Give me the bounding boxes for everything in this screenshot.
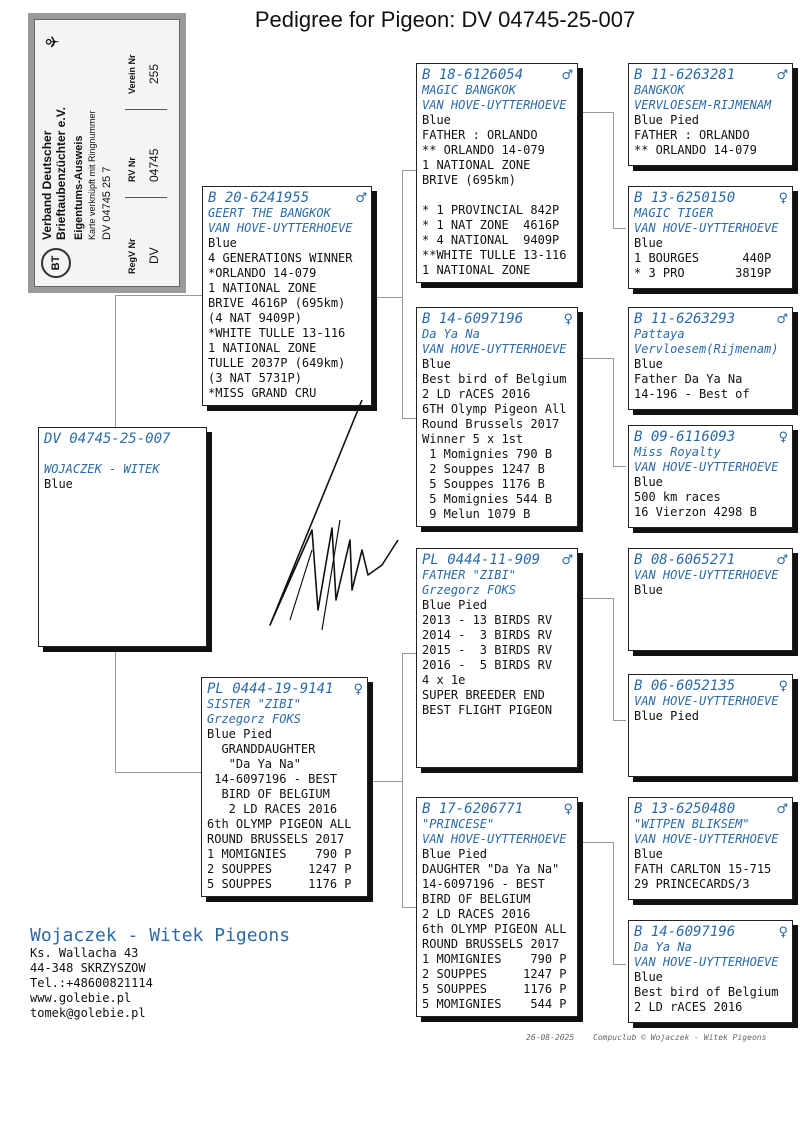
pigeon-notes: 4 GENERATIONS WINNER *ORLANDO 14-079 1 NATIONAL ZONE BRIVE 4616P (695km) (4 NAT 9409P) *WHITE TULLE 13-116 1 NATIONAL ZONE TULLE 2037P (649km) (3 NAT 5731P) *MISS GRAND CRU	[208, 251, 353, 400]
pigeon-color: Blue	[422, 113, 451, 127]
sex-symbol-icon: ♀	[563, 802, 573, 817]
pigeon-color: Blue	[422, 357, 451, 371]
breeder-name: VAN HOVE-UYTTERHOEVE	[208, 221, 353, 235]
pigeon-notes: FATH CARLTON 15-715 29 PRINCECARDS/3	[634, 862, 772, 891]
pigeon-card-dam-dam-dam	[628, 920, 793, 1023]
sex-symbol-icon: ♀	[778, 925, 788, 940]
pigeon-name: "WITPEN BLIKSEM"	[634, 817, 750, 831]
connector-line	[372, 297, 402, 298]
card-rv-label: RV Nr	[127, 157, 137, 182]
pigeon-header	[44, 431, 202, 447]
connector-line	[115, 648, 116, 772]
breeder-website: www.golebie.pl	[30, 991, 132, 1005]
connector-line	[115, 772, 201, 773]
card-org-line2: Brieftaubenzüchter e.V.	[54, 107, 68, 240]
ring-number: B 20-6241955	[208, 190, 310, 206]
ring-number: DV 04745-25-007	[44, 431, 171, 447]
ownership-card-inner	[34, 19, 180, 287]
ring-number: B 14-6097196	[422, 311, 524, 327]
footer	[526, 1033, 780, 1042]
card-verein-label: Verein Nr	[127, 54, 137, 94]
pigeon-color: Blue	[634, 475, 663, 489]
pigeon-notes: Best bird of Belgium 2 LD rACES 2016 6TH Olymp Pigeon All Round Brussels 2017 Winner 5 x 1st 1 Momignies 790 B 2 Souppes 1247 B 5 Souppes 1176 B 5 Momignies 544 B 9 Melun 1079 B	[422, 372, 567, 521]
breeder-email: tomek@golebie.pl	[30, 1006, 146, 1020]
ring-number: B 13-6250150	[634, 190, 736, 206]
handwritten-signature	[250, 400, 430, 650]
connector-line	[115, 295, 116, 428]
pigeon-card-sire	[202, 186, 372, 406]
pigeon-notes: FATHER : ORLANDO ** ORLANDO 14-079	[634, 128, 757, 157]
pigeon-card-dam-sire	[416, 548, 578, 768]
pigeon-card-sire-dam-sire	[628, 307, 793, 410]
breeder-name: VAN HOVE-UYTTERHOEVE	[634, 832, 779, 846]
pigeon-color: Blue Pied	[422, 598, 488, 612]
breeder-contact	[30, 925, 290, 1021]
pigeon-color: Blue	[44, 477, 73, 491]
association-logo-icon: BT	[41, 248, 71, 278]
pigeon-card-dam-dam	[416, 797, 578, 1017]
ring-number: B 11-6263293	[634, 311, 736, 327]
pigeon-header	[634, 429, 788, 445]
connector-line	[402, 170, 403, 418]
pigeon-name: Da Ya Na	[634, 940, 692, 954]
connector-line	[578, 358, 613, 359]
card-regv-label: RegV Nr	[127, 238, 137, 274]
pigeon-header	[208, 190, 367, 206]
ownership-card-content	[35, 20, 179, 286]
sex-symbol-icon: ♂	[776, 802, 788, 817]
sex-symbol-icon: ♂	[561, 68, 573, 83]
card-title: Eigentums-Ausweis	[73, 135, 85, 240]
breeder-name: Vervloesem(Rijmenam)	[634, 342, 779, 356]
ring-number: B 08-6065271	[634, 552, 736, 568]
sex-symbol-icon: ♂	[355, 191, 367, 206]
sex-symbol-icon: ♂	[776, 553, 788, 568]
pigeon-notes: Father Da Ya Na 14-196 - Best of	[634, 372, 750, 401]
breeder-name: VERVLOESEM-RIJMENAM	[634, 98, 772, 112]
ring-number: B 14-6097196	[634, 924, 736, 940]
sex-symbol-icon: ♂	[561, 553, 573, 568]
card-rv-value: 04745	[147, 148, 161, 182]
pigeon-card-dam-sire-dam	[628, 674, 793, 777]
breeder-name: Wojaczek - Witek Pigeons	[30, 925, 291, 946]
card-divider	[125, 109, 167, 110]
pigeon-notes: GRANDDAUGHTER "Da Ya Na" 14-6097196 - BEST BIRD OF BELGIUM 2 LD RACES 2016 6th OLYMP PIGEON ALL ROUND BRUSSELS 2017 1 MOMIGNIES 790 P 2 SOUPPES 1247 P 5 SOUPPES 1176 P	[207, 742, 352, 891]
card-divider	[125, 197, 167, 198]
breeder-phone: Tel.:+48600821114	[30, 976, 153, 990]
pigeon-card-sire-sire-sire	[628, 63, 793, 166]
pigeon-card-sire-sire	[416, 63, 578, 283]
breeder-name: VAN HOVE-UYTTERHOEVE	[422, 832, 567, 846]
pigeon-color: Blue	[634, 357, 663, 371]
pigeon-color: Blue	[634, 970, 663, 984]
connector-line	[613, 720, 626, 721]
pigeon-color: Blue Pied	[634, 113, 700, 127]
breeder-name: VAN HOVE-UYTTERHOEVE	[634, 221, 779, 235]
pigeon-header	[634, 190, 788, 206]
pigeon-card-dam-sire-sire	[628, 548, 793, 651]
pigeon-header	[207, 681, 363, 697]
pigeon-header	[634, 67, 788, 83]
connector-line	[402, 170, 416, 171]
pigeon-card-dam-dam-sire	[628, 797, 793, 900]
connector-line	[578, 598, 613, 599]
pigeon-name: Pattaya	[634, 327, 685, 341]
footer-date: 26-08-2025	[526, 1033, 575, 1042]
sex-symbol-icon: ♀	[778, 191, 788, 206]
connector-line	[613, 964, 626, 965]
pigeon-color: Blue Pied	[207, 727, 273, 741]
breeder-name: VAN HOVE-UYTTERHOEVE	[422, 342, 567, 356]
ring-number: B 17-6206771	[422, 801, 524, 817]
pigeon-color: Blue	[208, 236, 237, 250]
breeder-name: VAN HOVE-UYTTERHOEVE	[634, 460, 779, 474]
pigeon-header	[634, 678, 788, 694]
breeder-name: Grzegorz FOKS	[422, 583, 516, 597]
pigeon-card-dam	[201, 677, 368, 897]
ownership-card	[28, 13, 186, 293]
connector-line	[368, 781, 402, 782]
connector-line	[402, 907, 416, 908]
spacer	[44, 447, 202, 462]
connector-line	[613, 228, 626, 229]
pigeon-color: Blue Pied	[634, 709, 700, 723]
breeder-street: Ks. Wallacha 43	[30, 946, 139, 960]
pigeon-header	[422, 67, 573, 83]
pigeon-name: GEERT THE BANGKOK	[208, 206, 331, 220]
pigeon-card-sire-dam	[416, 307, 578, 527]
card-verein-value: 255	[147, 63, 161, 84]
breeder-name: Grzegorz FOKS	[207, 712, 301, 726]
pigeon-card-subject	[38, 427, 207, 647]
ring-number: B 11-6263281	[634, 67, 736, 83]
pigeon-name: MAGIC BANGKOK	[422, 83, 516, 97]
breeder-name: VAN HOVE-UYTTERHOEVE	[422, 98, 567, 112]
connector-line	[578, 842, 613, 843]
pigeon-name: "PRINCESE"	[422, 817, 495, 831]
pigeon-name: Da Ya Na	[422, 327, 480, 341]
card-regv-value: DV	[147, 247, 161, 264]
pigeon-notes: 1 BOURGES 440P * 3 PRO 3819P	[634, 251, 772, 280]
pigeon-header	[422, 552, 573, 568]
sex-symbol-icon: ♀	[563, 312, 573, 327]
ring-number: PL 0444-19-9141	[207, 681, 334, 697]
breeder-name: VAN HOVE-UYTTERHOEVE	[634, 568, 779, 582]
pigeon-card-sire-sire-dam	[628, 186, 793, 289]
pigeon-name: BANGKOK	[634, 83, 685, 97]
ring-number: PL 0444-11-909	[422, 552, 541, 568]
sex-symbol-icon: ♂	[776, 312, 788, 327]
pigeon-name: MAGIC TIGER	[634, 206, 714, 220]
connector-line	[578, 112, 613, 113]
sex-symbol-icon: ♀	[778, 679, 788, 694]
pigeon-notes: Best bird of Belgium 2 LD rACES 2016	[634, 985, 779, 1014]
connector-line	[402, 653, 416, 654]
page-title: Pedigree for Pigeon: DV 04745-25-007	[254, 7, 636, 32]
pigeon-emblem-icon: ⚘	[43, 33, 63, 50]
pigeon-notes: FATHER : ORLANDO ** ORLANDO 14-079 1 NATIONAL ZONE BRIVE (695km) * 1 PROVINCIAL 842P * 1 NAT ZONE 4616P * 4 NATIONAL 9409P **WHITE TULLE 13-116 1 NATIONAL ZONE	[422, 128, 567, 277]
ring-number: B 13-6250480	[634, 801, 736, 817]
pigeon-header	[422, 311, 573, 327]
pigeon-card-sire-dam-dam	[628, 425, 793, 528]
sex-symbol-icon: ♀	[778, 430, 788, 445]
connector-line	[613, 112, 614, 228]
connector-line	[613, 358, 614, 466]
card-subtitle: Karte verknüpft mit Ringnummer	[87, 110, 97, 240]
breeder-name: VAN HOVE-UYTTERHOEVE	[634, 694, 779, 708]
connector-line	[613, 842, 614, 964]
pigeon-color: Blue Pied	[422, 847, 488, 861]
breeder-city: 44-348 SKRZYSZOW	[30, 961, 146, 975]
pigeon-notes: DAUGHTER "Da Ya Na" 14-6097196 - BEST BIRD OF BELGIUM 2 LD RACES 2016 6th OLYMP PIGEON ALL ROUND BRUSSELS 2017 1 MOMIGNIES 790 P 2 SOUPPES 1247 P 5 SOUPPES 1176 P 5 MOMIGNIES 544 P	[422, 862, 567, 1011]
connector-line	[613, 466, 626, 467]
pigeon-color: Blue	[634, 847, 663, 861]
pigeon-name: FATHER "ZIBI"	[422, 568, 516, 582]
footer-credit: Compuclub © Wojaczek - Witek Pigeons	[593, 1033, 767, 1042]
pigeon-notes: 2013 - 13 BIRDS RV 2014 - 3 BIRDS RV 2015 - 3 BIRDS RV 2016 - 5 BIRDS RV 4 x 1e SUPER BREEDER END BEST FLIGHT PIGEON	[422, 613, 553, 717]
ring-number: B 09-6116093	[634, 429, 736, 445]
pigeon-name: Miss Royalty	[634, 445, 721, 459]
card-ring-number: DV 04745 25 7	[101, 166, 113, 240]
pigeon-header	[634, 801, 788, 817]
sex-symbol-icon: ♀	[353, 682, 363, 697]
pigeon-header	[634, 552, 788, 568]
pigeon-color: Blue	[634, 583, 663, 597]
pigeon-header	[634, 924, 788, 940]
pigeon-header	[422, 801, 573, 817]
breeder-name: VAN HOVE-UYTTERHOEVE	[634, 955, 779, 969]
pigeon-notes: 500 km races 16 Vierzon 4298 B	[634, 490, 757, 519]
card-org-line1: Verband Deutscher	[40, 130, 54, 240]
ring-number: B 06-6052135	[634, 678, 736, 694]
connector-line	[402, 653, 403, 907]
pigeon-header	[634, 311, 788, 327]
pigeon-color: Blue	[634, 236, 663, 250]
ring-number: B 18-6126054	[422, 67, 524, 83]
pigeon-name: WOJACZEK - WITEK	[44, 462, 160, 476]
pigeon-name: SISTER "ZIBI"	[207, 697, 301, 711]
connector-line	[613, 598, 614, 720]
sex-symbol-icon: ♂	[776, 68, 788, 83]
connector-line	[115, 295, 205, 296]
